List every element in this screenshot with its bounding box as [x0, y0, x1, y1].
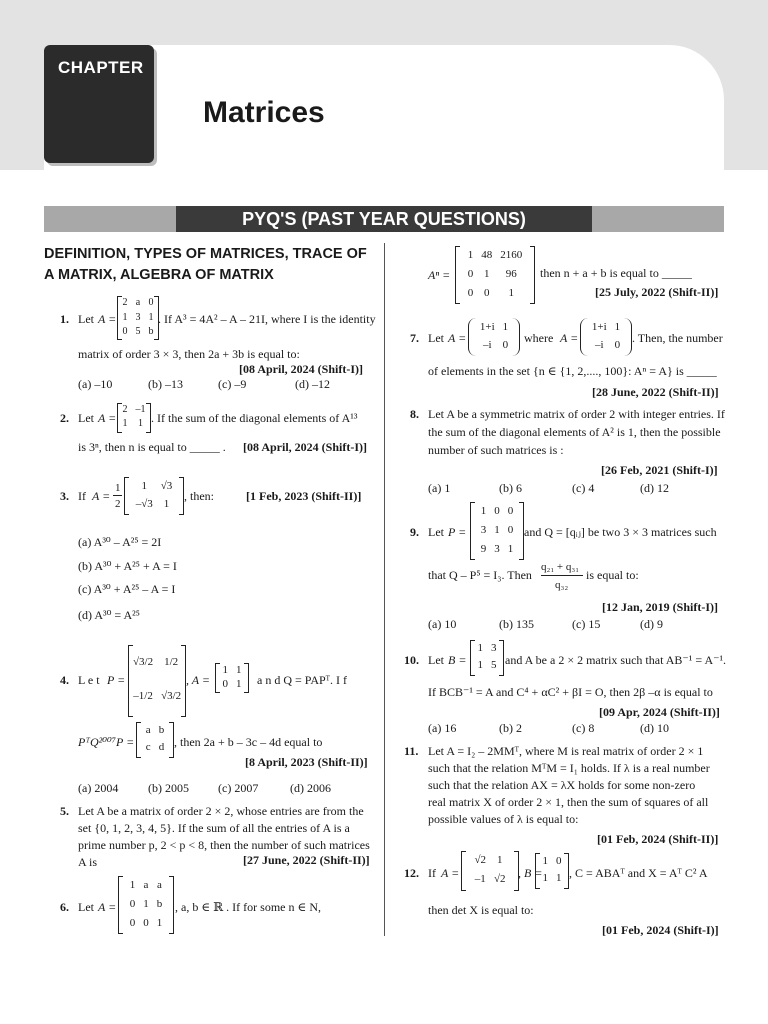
matrix-row: [474, 640, 501, 657]
matrix-a: [215, 663, 249, 693]
matrix-cell: √3/2: [161, 690, 182, 702]
matrix-row: [119, 325, 158, 340]
matrix-cell: √3: [160, 480, 173, 492]
source-tag: [12 Jan, 2019 (Shift-I)]: [602, 600, 718, 614]
matrix-row: [219, 677, 246, 691]
matrix-row: [119, 403, 150, 417]
math-label: P =: [107, 673, 126, 687]
matrix-cell: 3: [480, 524, 487, 536]
question-text: L e t: [78, 673, 100, 687]
matrix-cell: 5: [491, 659, 497, 671]
question-text-line: Let A be a symmetric matrix of order 2 with integer entries. If: [428, 407, 725, 421]
question-number: 2.: [60, 411, 69, 425]
matrix-cell: 1: [477, 659, 483, 671]
matrix-b: [470, 640, 504, 676]
question-text: where: [524, 331, 554, 345]
question-text-line: set {0, 1, 2, 3, 4, 5}. If the sum of all the entries of A is a: [78, 821, 350, 835]
matrix-cell: 0: [484, 287, 490, 299]
option-d: (d) 10: [640, 721, 669, 735]
matrix-p: [470, 502, 524, 560]
question-number: 5.: [60, 804, 69, 818]
matrix-cell: 1: [156, 917, 163, 929]
matrix-cell: 0: [143, 917, 149, 929]
matrix-cell: –1/2: [133, 690, 153, 702]
matrix-cell: a: [143, 879, 149, 891]
math-label: A =: [98, 411, 117, 425]
matrix-a-repeat: [580, 318, 632, 356]
question-text-line: such that the relation MᵀM = I₁ holds. If λ is a real number: [428, 761, 710, 775]
matrix-result: [136, 722, 174, 758]
matrix-cell: 96: [505, 268, 517, 280]
matrix-row: [539, 870, 566, 887]
question-text: If: [428, 866, 436, 880]
option-a: (a) 10: [428, 617, 457, 631]
option-a: (a) 16: [428, 721, 457, 735]
option-d: (d) –12: [295, 377, 330, 391]
question-number: 3.: [60, 489, 69, 503]
matrix-cell: a: [157, 879, 162, 891]
matrix-cell: 1: [477, 642, 483, 654]
matrix-cell: d: [158, 741, 165, 753]
source-tag: [25 July, 2022 (Shift-II)]: [595, 285, 719, 299]
matrix-row: [477, 540, 518, 559]
matrix-cell: 0: [148, 297, 154, 308]
topic-heading: DEFINITION, TYPES OF MATRICES, TRACE OF A MATRIX, ALGEBRA OF MATRIX: [44, 246, 367, 283]
option-a: (a) 1: [428, 481, 451, 495]
question-text: Let: [78, 900, 94, 914]
question-text: , a, b ∈ ℝ . If for some n ∈ N,: [175, 900, 322, 914]
matrix-row: [474, 657, 501, 674]
option-d: (d) 12: [640, 481, 669, 495]
question-text: and Q = [qᵢⱼ] be two 3 × 3 matrices such: [524, 525, 717, 539]
matrix-row: [119, 296, 158, 311]
matrix-b: [535, 853, 569, 889]
matrix-cell: 1: [122, 311, 128, 323]
math-label: A =: [98, 312, 117, 326]
matrix-row: [464, 246, 527, 265]
question-text-line: possible values of λ is equal to:: [428, 812, 579, 826]
matrix-row: [588, 336, 624, 354]
question-number: 8.: [410, 407, 419, 421]
question-number: 4.: [60, 673, 69, 687]
matrix-cell: 1: [222, 664, 228, 676]
question-text: is 3ⁿ, then n is equal to _____ .: [78, 440, 226, 454]
matrix-p: [128, 645, 186, 717]
question-text: matrix of order 3 × 3, then 2a + 3b is equal to:: [78, 347, 300, 361]
math-label: A =: [92, 489, 111, 503]
math-label: PᵀQ²⁰⁰⁷P =: [78, 735, 135, 749]
question-text: Let: [78, 312, 94, 326]
matrix-cell: 48: [481, 249, 493, 261]
matrix-a: [468, 318, 520, 356]
matrix-cell: –√3: [135, 498, 153, 510]
math-label: P =: [448, 525, 467, 539]
matrix-cell: 0: [614, 339, 621, 351]
question-text: Let: [428, 525, 444, 539]
matrix-cell: 0: [467, 268, 474, 280]
option-b: (b) 2005: [148, 781, 189, 795]
matrix-cell: 1: [143, 898, 149, 910]
matrix-row: [539, 853, 566, 870]
question-text: . Then, the number: [632, 331, 723, 345]
matrix-cell: b: [148, 326, 154, 337]
matrix-row: [129, 645, 185, 679]
matrix-cell: 1: [467, 249, 474, 261]
matrix-row: [119, 417, 150, 431]
option-b: (b) 2: [499, 721, 522, 735]
matrix-cell: 0: [122, 326, 128, 337]
matrix-a: [117, 403, 151, 433]
source-tag: [27 June, 2022 (Shift-II)]: [243, 853, 370, 867]
matrix-cell: 1: [138, 418, 143, 429]
question-text: then det X is equal to:: [428, 903, 534, 917]
question-text: , C = ABAᵀ and X = Aᵀ C² A: [569, 866, 708, 880]
matrix-cell: 3: [135, 311, 141, 323]
matrix-cell: b: [156, 898, 163, 910]
option-b: (b) 135: [499, 617, 534, 631]
matrix-cell: 0: [129, 917, 136, 929]
matrix-cell: 2: [122, 404, 128, 415]
option-d: (d) 9: [640, 617, 663, 631]
column-divider: [384, 243, 385, 936]
question-number: 7.: [410, 331, 419, 345]
matrix-cell: 1: [236, 678, 242, 690]
source-tag: [01 Feb, 2024 (Shift-II)]: [597, 832, 719, 846]
question-text: that Q – P⁵ = I₃. Then: [428, 568, 532, 582]
question-text-line: such that the relation AX = λX holds for some non-zero: [428, 778, 696, 792]
question-text: . If the sum of the diagonal elements of A¹³: [151, 411, 358, 425]
matrix-cell: 1: [497, 854, 503, 866]
question-text: is equal to:: [586, 568, 639, 582]
question-text: , then 2a + b – 3c – 4d equal to: [174, 735, 323, 749]
source-tag: [09 Apr, 2024 (Shift-II)]: [599, 705, 720, 719]
matrix-cell: –i: [594, 339, 604, 351]
question-number: 10.: [404, 653, 419, 667]
matrix-cell: 1+i: [591, 321, 607, 333]
fraction-denominator: q₃₂: [555, 579, 569, 591]
matrix-a: [124, 477, 184, 515]
question-text: . If A³ = 4A² – A – 21I, where I is the identity: [158, 312, 376, 326]
question-text: If: [78, 489, 86, 503]
matrix-row: [126, 895, 167, 914]
matrix-cell: 2160: [500, 249, 523, 261]
option-b: (b) –13: [148, 377, 183, 391]
fraction-numerator: q₂₁ + q₃₁: [541, 561, 580, 573]
matrix-row: [476, 318, 512, 336]
matrix-cell: 1: [148, 311, 154, 323]
matrix-cell: c: [145, 741, 151, 753]
math-label: A =: [560, 331, 579, 345]
section-label: PYQ'S (PAST YEAR QUESTIONS): [242, 209, 526, 229]
matrix-cell: 0: [507, 505, 514, 517]
option-b: (b) A³⁰ + A²⁵ + A = I: [78, 559, 177, 573]
matrix-row: [142, 739, 168, 756]
source-tag: [28 June, 2022 (Shift-II)]: [592, 385, 719, 399]
matrix-cell: –1: [135, 404, 146, 415]
question-text-line: Let A = I₂ – 2MMᵀ, where M is real matrix of order 2 × 1: [428, 744, 704, 758]
matrix-cell: 0: [507, 524, 514, 536]
option-a: (a) 2004: [78, 781, 119, 795]
matrix-cell: 0: [129, 898, 136, 910]
matrix-cell: a: [135, 297, 141, 308]
matrix-cell: 0: [556, 855, 562, 867]
matrix-cell: 1+i: [479, 321, 495, 333]
matrix-cell: √2: [474, 854, 486, 866]
matrix-cell: b: [158, 724, 165, 736]
question-text: of elements in the set {n ∈ {1, 2,...., 100}: Aⁿ = A} is _____: [428, 364, 717, 378]
matrix-cell: 3: [491, 642, 497, 654]
matrix-cell: 0: [222, 678, 228, 690]
source-tag: [01 Feb, 2024 (Shift-I)]: [602, 923, 719, 937]
matrix-cell: 5: [135, 326, 141, 337]
question-text: then n + a + b is equal to _____: [540, 266, 692, 280]
matrix-row: [464, 265, 527, 284]
option-b: (b) 6: [499, 481, 522, 495]
matrix-cell: 1: [502, 321, 509, 333]
question-text: Let: [78, 411, 94, 425]
fraction-numerator: 1: [115, 482, 121, 494]
question-number: 11.: [404, 744, 419, 758]
matrix-row: [119, 311, 158, 326]
question-text-line: Let A be a matrix of order 2 × 2, whose entries are from the: [78, 804, 364, 818]
option-c: (c) A³⁰ + A²⁵ – A = I: [78, 582, 176, 596]
option-d: (d) 2006: [290, 781, 331, 795]
matrix-cell: 1: [129, 879, 136, 891]
matrix-row: [464, 284, 527, 303]
matrix-cell: √3/2: [133, 656, 154, 668]
math-label: , A =: [186, 673, 210, 687]
matrix-cell: 2: [122, 297, 128, 308]
matrix-row: [142, 722, 168, 739]
matrix-row: [129, 679, 185, 713]
matrix-row: [470, 851, 509, 870]
question-number: 6.: [60, 900, 69, 914]
matrix-cell: 0: [502, 339, 509, 351]
matrix-cell: 1: [494, 524, 500, 536]
question-text-line: prime number p, 2 < p < 8, then the number of such matrices: [78, 838, 370, 852]
matrix-cell: √2: [494, 873, 506, 885]
math-label: , B =: [518, 866, 543, 880]
matrix-cell: 3: [494, 543, 500, 555]
question-text-line: number of such matrices is :: [428, 443, 564, 457]
matrix-cell: 1: [556, 872, 562, 884]
matrix-cell: 9: [480, 543, 487, 555]
matrix-cell: a: [145, 724, 151, 736]
fraction-denominator: 2: [115, 498, 121, 510]
option-c: (c) 15: [572, 617, 601, 631]
option-a: (a) –10: [78, 377, 113, 391]
matrix-cell: 1: [542, 855, 548, 867]
math-label: A =: [98, 900, 117, 914]
matrix-cell: 1: [542, 872, 548, 884]
matrix-cell: –i: [482, 339, 492, 351]
matrix-row: [477, 502, 518, 521]
matrix-a: [117, 296, 159, 340]
source-tag: [08 April, 2024 (Shift-I)]: [243, 440, 367, 454]
matrix-a: [118, 876, 174, 934]
matrix-a: [461, 851, 519, 891]
matrix-row: [126, 876, 167, 895]
question-number: 1.: [60, 312, 69, 326]
matrix-cell: –1: [474, 873, 486, 885]
question-text: Let: [428, 653, 444, 667]
source-tag: [08 April, 2024 (Shift-I)]: [239, 362, 363, 376]
question-number: 9.: [410, 525, 419, 539]
matrix-row: [470, 870, 509, 889]
option-c: (c) 8: [572, 721, 595, 735]
matrix-cell: 1: [480, 505, 487, 517]
chapter-title: Matrices: [203, 96, 325, 129]
question-text-line: the sum of the diagonal elements of A² is 1, then the possible: [428, 425, 721, 439]
matrix-cell: 1: [484, 268, 490, 280]
question-text: and A be a 2 × 2 matrix such that AB⁻¹ = A⁻¹.: [505, 653, 727, 667]
option-a: (a) A³⁰ – A²⁵ = 2I: [78, 535, 162, 549]
matrix-cell: 1: [141, 480, 147, 492]
fraction-bar: [541, 575, 583, 576]
option-c: (c) 4: [572, 481, 595, 495]
matrix-cell: 1/2: [164, 656, 179, 668]
fraction-bar: [113, 495, 122, 496]
math-label: A =: [441, 866, 460, 880]
math-label: A =: [448, 331, 467, 345]
source-tag: [8 April, 2023 (Shift-II)]: [245, 755, 368, 769]
matrix-row: [126, 914, 167, 933]
matrix-cell: 1: [122, 418, 128, 429]
question-text: Let: [428, 331, 444, 345]
source-tag: [26 Feb, 2021 (Shift-I)]: [601, 463, 718, 477]
matrix-row: [219, 663, 246, 677]
question-text: , then:: [184, 489, 214, 503]
matrix-cell: 1: [236, 664, 242, 676]
matrix-cell: 1: [507, 543, 514, 555]
matrix-cell: 0: [494, 505, 500, 517]
question-text: a n d Q = PAPᵀ. I f: [257, 673, 348, 687]
matrix-row: [132, 477, 177, 495]
matrix-cell: 1: [614, 321, 621, 333]
question-number: 12.: [404, 866, 419, 880]
option-c: (c) 2007: [218, 781, 259, 795]
matrix-row: [132, 495, 177, 513]
matrix-cell: 0: [467, 287, 474, 299]
option-c: (c) –9: [218, 377, 247, 391]
question-text: If BCB⁻¹ = A and C⁴ + αC² + βI = O, then 2β –α is equal to: [428, 685, 713, 699]
matrix-cell: 1: [508, 287, 514, 299]
source-tag: [1 Feb, 2023 (Shift-II)]: [246, 489, 362, 503]
math-label: B =: [448, 653, 467, 667]
matrix-row: [477, 521, 518, 540]
matrix-a-power: [455, 246, 535, 304]
option-d: (d) A³⁰ = A²⁵: [78, 608, 140, 622]
question-text-line: A is: [78, 855, 98, 869]
chapter-label: CHAPTER: [58, 58, 144, 77]
matrix-row: [476, 336, 512, 354]
math-label: Aⁿ =: [428, 268, 451, 282]
matrix-row: [588, 318, 624, 336]
question-text-line: real matrix X of order 2 × 1, then the sum of squares of all: [428, 795, 709, 809]
matrix-cell: 1: [163, 498, 170, 510]
